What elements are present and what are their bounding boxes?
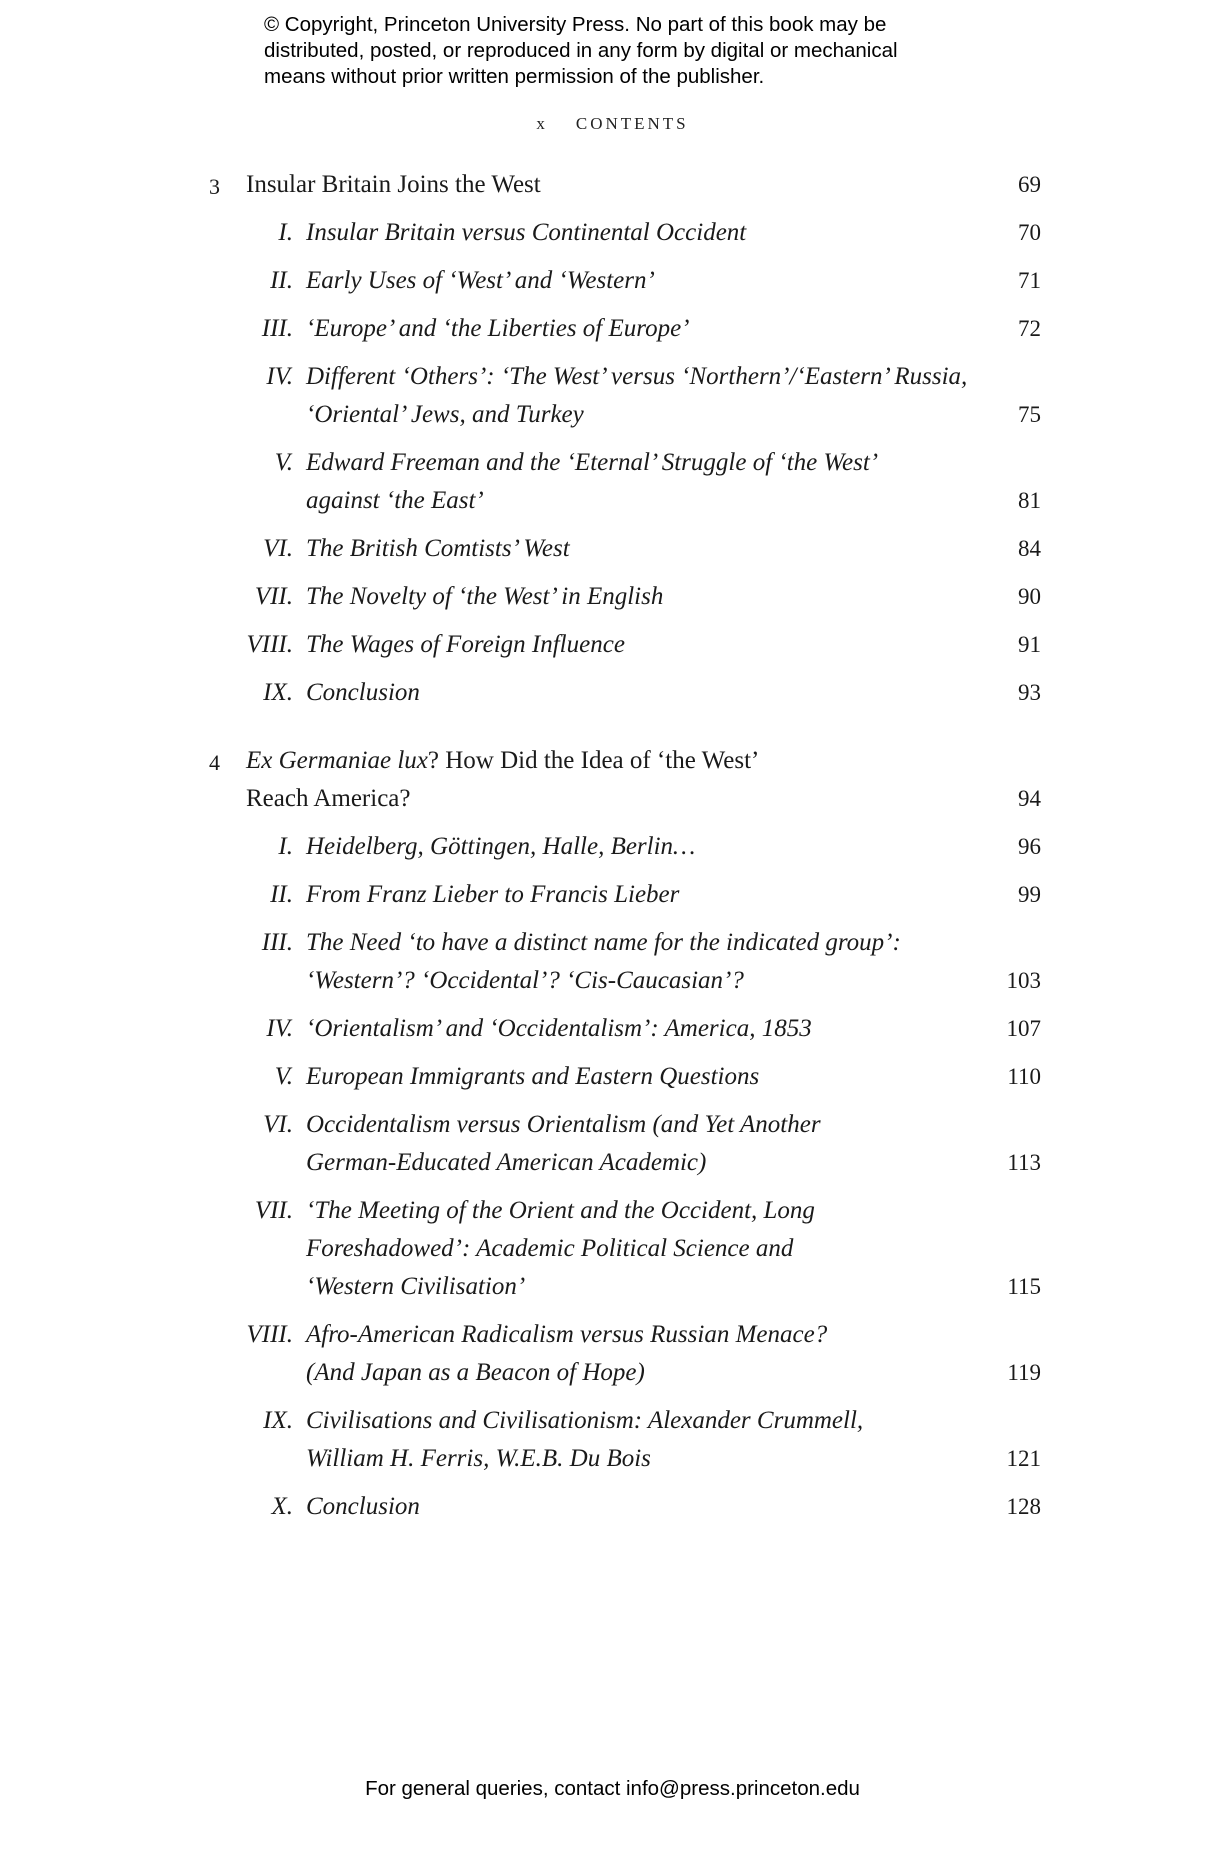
chapter-title xyxy=(246,742,846,818)
folio: x xyxy=(536,114,548,133)
section-title xyxy=(306,214,1026,252)
section-title-line: Occidentalism versus Orientalism (and Yet Another xyxy=(306,1111,821,1138)
page-number: 71 xyxy=(1018,268,1041,293)
chapter-4 xyxy=(0,742,1225,1526)
section-number: V. xyxy=(274,449,293,476)
page-number: 121 xyxy=(1006,1446,1041,1471)
section-title-line: ‘Europe’ and ‘the Liberties of Europe’ xyxy=(306,315,690,342)
chapter-3 xyxy=(0,166,1225,712)
section-title-line: ‘Oriental’ Jews, and Turkey xyxy=(306,401,584,428)
section-entry xyxy=(0,1106,1225,1182)
section-title xyxy=(306,444,1026,520)
section-number: IV. xyxy=(266,363,293,390)
chapter-number: 3 xyxy=(209,174,220,199)
section-title-line: From Franz Lieber to Francis Lieber xyxy=(306,881,680,908)
section-title xyxy=(306,876,1026,914)
section-title-line: ‘Western’? ‘Occidental’? ‘Cis-Caucasian’? xyxy=(306,967,744,994)
section-entry xyxy=(0,214,1225,252)
section-number: X. xyxy=(271,1493,293,1520)
section-title xyxy=(306,924,1026,1000)
section-number: VI. xyxy=(263,1111,293,1138)
section-title xyxy=(306,1058,1026,1096)
section-entry xyxy=(0,358,1225,434)
section-number: III. xyxy=(261,929,293,956)
section-title xyxy=(306,1402,1026,1478)
section-number: IV. xyxy=(266,1015,293,1042)
section-title-line: Edward Freeman and the ‘Eternal’ Struggle of ‘the West’ xyxy=(306,449,879,476)
page-number: 119 xyxy=(1007,1360,1041,1385)
section-title xyxy=(306,674,1026,712)
table-of-contents xyxy=(0,166,1225,1556)
page-number: 96 xyxy=(1018,834,1041,859)
footer-contact: For general queries, contact info@press.princeton.edu xyxy=(365,1777,860,1800)
section-title-line: ‘The Meeting of the Orient and the Occident, Long xyxy=(306,1197,815,1224)
section-entry xyxy=(0,530,1225,568)
chapter-title-line: Insular Britain Joins the West xyxy=(246,171,541,198)
section-title-line: The Novelty of ‘the West’ in English xyxy=(306,583,664,610)
section-title xyxy=(306,578,1026,616)
page-number: 115 xyxy=(1007,1274,1041,1299)
running-head xyxy=(0,114,1225,134)
section-title-line: Conclusion xyxy=(306,1493,420,1520)
section-title-line: ‘Orientalism’ and ‘Occidentalism’: America, 1853 xyxy=(306,1015,812,1042)
section-entry xyxy=(0,1488,1225,1526)
section-title-line: ‘Western Civilisation’ xyxy=(306,1273,526,1300)
section-entry xyxy=(0,626,1225,664)
section-number: I. xyxy=(278,219,293,246)
section-title-line: The British Comtists’ West xyxy=(306,535,570,562)
page-number: 93 xyxy=(1018,680,1041,705)
section-title xyxy=(306,1316,1026,1392)
page-number: 75 xyxy=(1018,402,1041,427)
section-title xyxy=(306,626,1026,664)
section-title-line: Conclusion xyxy=(306,679,420,706)
section-number: V. xyxy=(274,1063,293,1090)
section-title-line: Heidelberg, Göttingen, Halle, Berlin… xyxy=(306,833,696,860)
section-number: IX. xyxy=(263,679,293,706)
section-title xyxy=(306,828,1026,866)
section-title-line: The Wages of Foreign Influence xyxy=(306,631,625,658)
page-number: 103 xyxy=(1006,968,1041,993)
section-entry xyxy=(0,1316,1225,1392)
section-title-line: Civilisations and Civilisationism: Alexander Crummell, xyxy=(306,1407,864,1434)
section-title xyxy=(306,1192,1026,1306)
section-title-line: Different ‘Others’: ‘The West’ versus ‘Northern’/‘Eastern’ Russia, xyxy=(306,363,968,390)
chapter-title-rest: ? How Did the Idea of ‘the West’ xyxy=(427,747,760,774)
section-number: II. xyxy=(270,881,293,908)
section-title xyxy=(306,530,1026,568)
copyright-notice xyxy=(264,12,984,90)
section-title xyxy=(306,262,1026,300)
section-entry xyxy=(0,1402,1225,1478)
chapter-number: 4 xyxy=(209,750,220,775)
chapter-heading xyxy=(0,742,1225,818)
section-entry xyxy=(0,1192,1225,1306)
chapter-heading xyxy=(0,166,1225,204)
page-number: 69 xyxy=(1018,172,1041,197)
section-entry xyxy=(0,1058,1225,1096)
page-number: 72 xyxy=(1018,316,1041,341)
section-title-line: Insular Britain versus Continental Occident xyxy=(306,219,747,246)
page-number: 99 xyxy=(1018,882,1041,907)
copyright-line: distributed, posted, or reproduced in any form by digital or mechanical xyxy=(264,39,898,62)
section-entry xyxy=(0,262,1225,300)
section-number: IX. xyxy=(263,1407,293,1434)
section-number: VIII. xyxy=(246,1321,293,1348)
section-number: VII. xyxy=(254,583,293,610)
section-title-line: against ‘the East’ xyxy=(306,487,484,514)
section-title xyxy=(306,358,1026,434)
page-number: 94 xyxy=(1018,786,1041,811)
page-number: 81 xyxy=(1018,488,1041,513)
chapter-title-italic: Ex Germaniae lux xyxy=(246,747,428,774)
section-title-line: Foreshadowed’: Academic Political Science and xyxy=(306,1235,794,1262)
section-title-line: (And Japan as a Beacon of Hope) xyxy=(306,1359,645,1386)
section-title xyxy=(306,1010,1026,1048)
page-number: 110 xyxy=(1007,1064,1041,1089)
page-number: 91 xyxy=(1018,632,1041,657)
copyright-line: © Copyright, Princeton University Press. No part of this book may be xyxy=(264,13,887,36)
section-entry xyxy=(0,310,1225,348)
section-number: VI. xyxy=(263,535,293,562)
chapter-title-line xyxy=(246,742,846,780)
page-number: 107 xyxy=(1006,1016,1041,1041)
chapter-title-line: Reach America? xyxy=(246,785,411,812)
running-head-label: CONTENTS xyxy=(575,114,689,133)
section-title-line: European Immigrants and Eastern Questions xyxy=(306,1063,760,1090)
section-title-line: The Need ‘to have a distinct name for the indicated group’: xyxy=(306,929,901,956)
section-number: I. xyxy=(278,833,293,860)
section-number: III. xyxy=(261,315,293,342)
section-title xyxy=(306,1488,1026,1526)
section-entry xyxy=(0,876,1225,914)
section-entry xyxy=(0,444,1225,520)
page-number: 90 xyxy=(1018,584,1041,609)
page-number: 113 xyxy=(1007,1150,1041,1175)
section-number: VII. xyxy=(254,1197,293,1224)
section-number: VIII. xyxy=(246,631,293,658)
section-entry xyxy=(0,578,1225,616)
section-entry xyxy=(0,924,1225,1000)
section-title-line: Early Uses of ‘West’ and ‘Western’ xyxy=(306,267,655,294)
page-number: 70 xyxy=(1018,220,1041,245)
section-title-line: Afro-American Radicalism versus Russian Menace? xyxy=(306,1321,828,1348)
section-entry xyxy=(0,674,1225,712)
section-title xyxy=(306,310,1026,348)
section-title-line: William H. Ferris, W.E.B. Du Bois xyxy=(306,1445,651,1472)
section-title xyxy=(306,1106,1026,1182)
page-number: 84 xyxy=(1018,536,1041,561)
section-title-line: German-Educated American Academic) xyxy=(306,1149,707,1176)
page-number: 128 xyxy=(1006,1494,1041,1519)
chapter-title xyxy=(246,166,846,204)
section-entry xyxy=(0,828,1225,866)
copyright-line: means without prior written permission of the publisher. xyxy=(264,65,765,88)
section-number: II. xyxy=(270,267,293,294)
section-entry xyxy=(0,1010,1225,1048)
